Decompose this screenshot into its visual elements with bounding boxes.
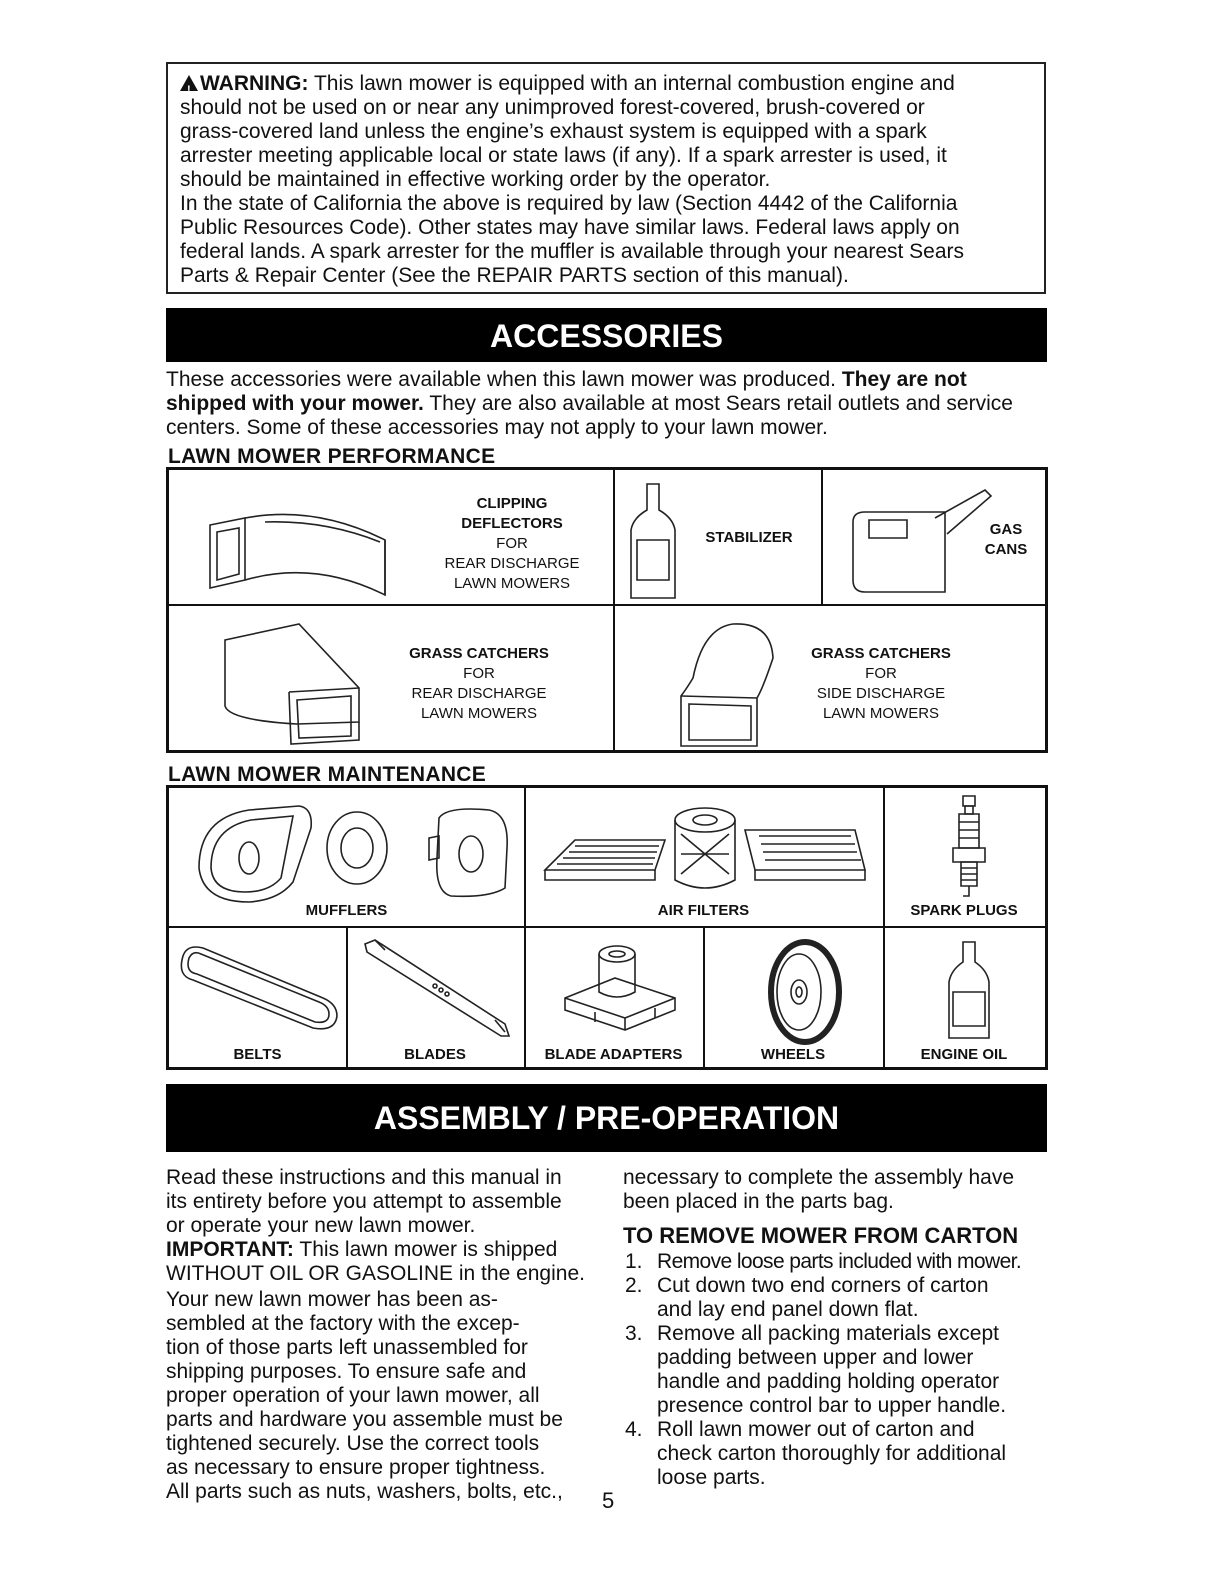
- assembly-title: ASSEMBLY / PRE-OPERATION: [373, 1100, 840, 1136]
- important-note: IMPORTANT: This lawn mower is shipped: [166, 1238, 558, 1261]
- warning-line: should not be used on or near any unimproved forest-covered, brush-covered or: [180, 96, 925, 119]
- side-catchers-label: GRASS CATCHERS FOR SIDE DISCHARGE LAWN MOWERS: [811, 645, 951, 722]
- warning-line: Public Resources Code). Other states may have similar laws. Federal laws apply on: [180, 216, 960, 239]
- stabilizer-bottle-icon: [623, 480, 683, 604]
- maintenance-heading: LAWN MOWER MAINTENANCE: [168, 763, 487, 786]
- warning-label: WARNING:: [200, 72, 309, 95]
- accessories-banner: [166, 308, 1047, 362]
- list-item: 2. Cut down two end corners of carton and lay end panel down flat.: [625, 1274, 989, 1321]
- spark-plugs-label: SPARK PLUGS: [910, 902, 1018, 919]
- accessories-intro: These accessories were available when this lawn mower was produced. They are not shipped with your mower. They are also available at most Sears retail outlets and service centers. Some of these accessories may not apply to your lawn mower.: [166, 368, 1013, 439]
- air-filters-label: AIR FILTERS: [657, 902, 750, 919]
- accessories-title: ACCESSORIES: [490, 318, 723, 354]
- air-filters-icon: [535, 800, 875, 900]
- assembly-left-column: Read these instructions and this manual in its entirety before you attempt to assemble or operate your new lawn mower. IMPORTANT: This lawn mower is shipped WITHOUT OIL OR GASOLINE in the engine. Your new lawn mower has been as- sembled at the factory with the excep- tion of those parts left unassembled for shipping purposes. To ensure safe and proper operation of your lawn mower, all parts and hardware you assemble must be tightened securely. Use the correct tools as necessary to ensure proper tightness. All parts such as nuts, washers, bolts, etc.,: [166, 1166, 606, 1504]
- maintenance-grid: [166, 785, 1048, 1070]
- list-item: 3. Remove all packing materials except padding between upper and lower handle and padding holding operator presence control bar to upper handle.: [625, 1322, 1007, 1417]
- gas-cans-label: GAS CANS: [984, 521, 1028, 558]
- wheel-icon: [749, 938, 859, 1046]
- rear-grass-catcher-icon: [219, 620, 369, 748]
- assembly-right-column: necessary to complete the assembly have been placed in the parts bag. TO REMOVE MOWER FROM CARTON 1. Remove loose parts included with mower. 2. Cut down two end corners of carton and lay end panel down flat. 3. Remove all packing materials except padding between upper and lower handle and padding holding operator presence control bar to upper handle. 4. Roll lawn mower out of carton and check carton thoroughly for additional loose parts.: [623, 1166, 1051, 1490]
- mufflers-label: MUFFLERS: [305, 902, 388, 919]
- warning-line-1: !WARNING: This lawn mower is equipped with an internal combustion engine and: [180, 72, 1032, 96]
- mufflers-icon: [189, 798, 509, 908]
- assembly-banner: [166, 1084, 1047, 1152]
- warning-box: [166, 62, 1046, 294]
- not-shipped-note: They are not shipped with your mower.: [166, 368, 967, 415]
- spark-plug-icon: [939, 792, 999, 902]
- warning-line: grass-covered land unless the engine’s exhaust system is equipped with a spark: [180, 120, 927, 143]
- blade-adapters-label: BLADE ADAPTERS: [544, 1046, 683, 1063]
- page-number: 5: [602, 1488, 615, 1513]
- wheels-label: WHEELS: [760, 1046, 826, 1063]
- clipping-deflector-icon: [205, 500, 395, 600]
- important-label: IMPORTANT:: [166, 1238, 294, 1261]
- list-item: 4. Roll lawn mower out of carton and check carton thoroughly for additional loose parts.: [625, 1418, 1007, 1489]
- belts-icon: [173, 936, 345, 1036]
- side-grass-catcher-icon: [673, 618, 793, 750]
- stabilizer-label: STABILIZER: [705, 529, 793, 546]
- blade-adapter-icon: [555, 938, 685, 1038]
- carton-steps-list: [623, 1250, 1051, 1490]
- performance-heading: LAWN MOWER PERFORMANCE: [168, 445, 496, 468]
- blades-icon: [355, 936, 519, 1040]
- deflectors-label: CLIPPING DEFLECTORS FOR REAR DISCHARGE LAWN MOWERS: [444, 495, 580, 592]
- belts-label: BELTS: [233, 1046, 282, 1063]
- performance-grid: [166, 467, 1048, 753]
- warning-line: In the state of California the above is required by law (Section 4442 of the California: [180, 192, 958, 215]
- warning-triangle-icon: [180, 75, 198, 91]
- engine-oil-label: ENGINE OIL: [920, 1046, 1008, 1063]
- warning-line: federal lands. A spark arrester for the muffler is available through your nearest Sears: [180, 240, 965, 263]
- warning-line: Parts & Repair Center (See the REPAIR PARTS section of this manual).: [180, 264, 849, 287]
- list-item: 1. Remove loose parts included with mower.: [625, 1250, 1022, 1273]
- warning-line: should be maintained in effective working order by the operator.: [180, 168, 771, 191]
- blades-label: BLADES: [404, 1046, 466, 1063]
- warning-line: arrester meeting applicable local or state laws (if any). If a spark arrester is used, it: [180, 144, 947, 167]
- rear-catchers-label: GRASS CATCHERS FOR REAR DISCHARGE LAWN MOWERS: [409, 645, 549, 722]
- remove-from-carton-heading: TO REMOVE MOWER FROM CARTON: [623, 1223, 1019, 1248]
- engine-oil-bottle-icon: [939, 938, 999, 1042]
